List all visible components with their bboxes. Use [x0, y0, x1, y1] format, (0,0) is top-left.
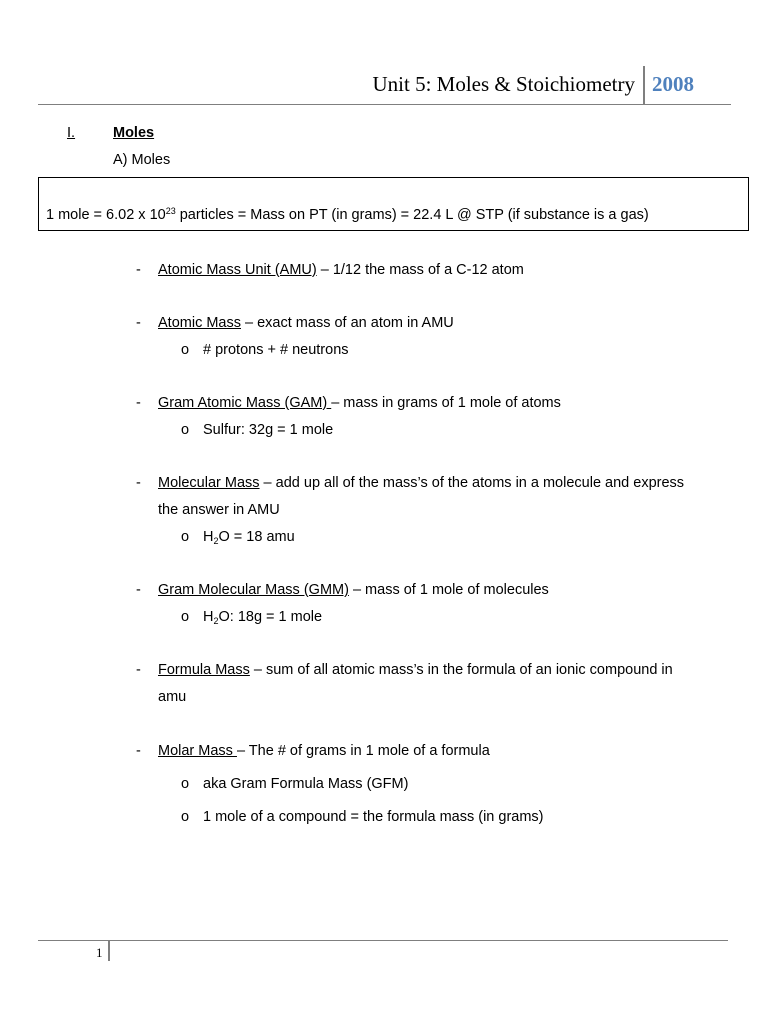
term-gmm: Gram Molecular Mass (GMM) — [158, 582, 349, 598]
molecular-mass-def-cont: the answer in AMU — [158, 502, 280, 518]
item-amu: Atomic Mass Unit (AMU) – 1/12 the mass of a C-12 atom — [158, 262, 524, 278]
formula-mass-def-cont: amu — [158, 689, 187, 705]
sub-bullet-marker: o — [181, 529, 190, 545]
term-amu: Atomic Mass Unit (AMU) — [158, 262, 317, 278]
molar-mass-note-2: 1 mole of a compound = the formula mass (in grams) — [203, 809, 544, 825]
key-equation: 1 mole = 6.02 x $10^{23}$ particles = Mass on PT (in grams) = 22.4 L @ STP (if substance is a gas) — [46, 206, 649, 223]
exponent: 23 — [165, 206, 176, 216]
item-molecular-mass: Molecular Mass – add up all of the mass’s of the atoms in a molecule and express — [158, 475, 685, 491]
item-gmm: Gram Molecular Mass (GMM) – mass of 1 mole of molecules — [158, 582, 549, 598]
page-number: 1 — [96, 945, 103, 960]
molar-mass-note-1: aka Gram Formula Mass (GFM) — [203, 776, 409, 792]
term-molecular-mass: Molecular Mass — [158, 475, 260, 491]
item-gam: Gram Atomic Mass (GAM) – mass in grams of 1 mole of atoms — [158, 395, 561, 411]
term-formula-mass: Formula Mass — [158, 662, 250, 678]
section-number: I. — [67, 125, 76, 141]
key-equation-box — [38, 177, 749, 231]
header-year: 2008 — [652, 72, 694, 96]
footer-rule — [38, 940, 728, 941]
header-title: Unit 5: Moles & Stoichiometry — [372, 72, 635, 96]
term-molar-mass: Molar Mass — [158, 743, 237, 759]
footer-divider — [108, 941, 110, 961]
bullet-marker: - — [136, 475, 141, 491]
sub-bullet-marker: o — [181, 342, 190, 358]
sub-bullet-marker: o — [181, 422, 190, 438]
atomic-mass-example: # protons + # neutrons — [203, 342, 349, 358]
bullet-marker: - — [136, 315, 141, 331]
bullet-marker: - — [136, 662, 141, 678]
bullet-marker: - — [136, 262, 141, 278]
term-atomic-mass: Atomic Mass — [158, 315, 241, 331]
section-title: Moles — [113, 125, 155, 141]
sub-bullet-marker: o — [181, 776, 190, 792]
sub-bullet-marker: o — [181, 609, 190, 625]
item-molar-mass: Molar Mass – The # of grams in 1 mole of a formula — [158, 743, 490, 759]
item-atomic-mass: Atomic Mass – exact mass of an atom in AMU — [158, 315, 454, 331]
bullet-marker: - — [136, 743, 141, 759]
bullet-marker: - — [136, 582, 141, 598]
sub-bullet-marker: o — [181, 809, 190, 825]
bullet-marker: - — [136, 395, 141, 411]
page-header — [38, 66, 731, 105]
gmm-example: $H_2O$: 18g = 1 mole — [203, 609, 323, 626]
header-divider — [643, 66, 645, 104]
subsection-title: A) Moles — [113, 152, 171, 168]
gam-example: Sulfur: 32g = 1 mole — [203, 422, 334, 438]
molecular-mass-example: $H_2O = 18$ amu — [203, 529, 295, 546]
item-formula-mass: Formula Mass – sum of all atomic mass’s in the formula of an ionic compound in — [158, 662, 673, 678]
term-gam: Gram Atomic Mass (GAM) — [158, 395, 332, 411]
